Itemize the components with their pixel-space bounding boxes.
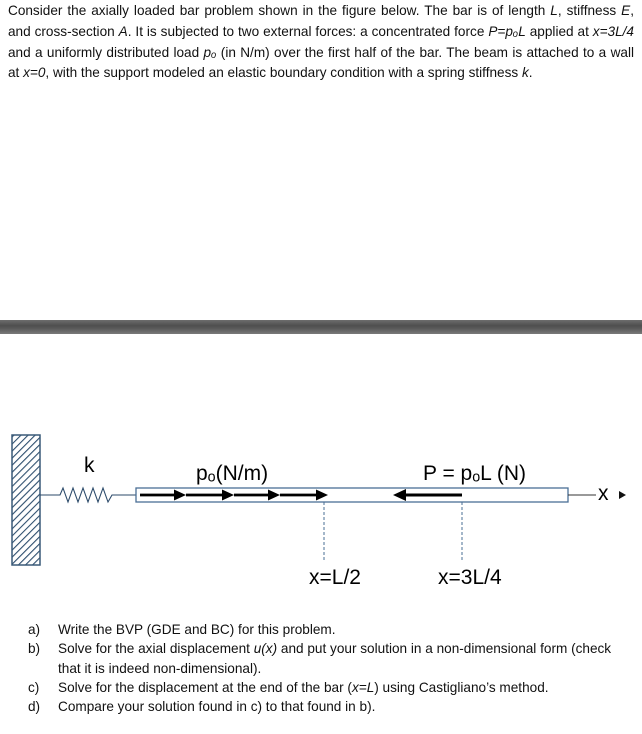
question-item <box>28 697 634 716</box>
var-dist-load: pₒ <box>203 44 217 60</box>
intro-text-2: , stiffness <box>557 3 622 18</box>
question-letter: b) <box>28 641 41 657</box>
question-text: Solve for the displacement at the end of the bar ( <box>58 679 352 695</box>
question-item <box>28 620 634 639</box>
dist-load-label: pₒ(N/m) <box>196 462 269 485</box>
axis-arrow-icon <box>619 491 626 499</box>
problem-statement <box>8 1 634 84</box>
intro-text-3: , and cross-section <box>8 3 635 39</box>
intro-text-1: Consider the axially loaded bar problem shown in the figure below. The bar is of length <box>8 3 551 18</box>
question-text: and put your solution in a non-dimensional form (check that it is indeed non-dimensional). <box>58 641 612 676</box>
bar-figure <box>0 420 642 600</box>
spring-element <box>40 488 136 502</box>
question-text: x=L <box>351 679 375 695</box>
var-area: A <box>118 23 128 39</box>
var-length: L <box>550 3 558 18</box>
question-letter: c) <box>28 679 40 695</box>
question-letter: d) <box>28 699 41 715</box>
axis-label: x <box>598 482 609 505</box>
var-origin: x=0 <box>23 65 46 81</box>
question-text: u(x) <box>253 641 278 657</box>
spring-label: k <box>84 454 95 477</box>
point-load-label: P = pₒL (N) <box>423 462 527 485</box>
wall-support <box>12 435 40 565</box>
var-position: x=3L/4 <box>592 23 634 39</box>
intro-text-7: (in N/m) over the first half of the bar. The beam is attached to a wall at <box>8 44 634 81</box>
half-length-label: x=L/2 <box>309 566 361 589</box>
question-item <box>28 678 634 697</box>
var-spring: k <box>521 65 529 81</box>
question-item <box>28 639 634 678</box>
question-text: Compare your solution found in c) to that found in b). <box>58 699 376 715</box>
intro-text-5: applied at <box>525 23 593 39</box>
question-text: Solve for the axial displacement <box>58 641 254 657</box>
question-list <box>28 620 634 716</box>
question-text: ) using Castigliano’s method. <box>374 679 549 695</box>
intro-text-9: . <box>528 65 533 81</box>
question-letter: a) <box>28 622 41 637</box>
section-divider <box>0 320 642 334</box>
intro-text-6: and a uniformly distributed load <box>8 44 204 60</box>
question-text: Write the BVP (GDE and BC) for this problem. <box>58 622 336 637</box>
var-point-force: P=pₒL <box>488 23 526 39</box>
var-stiffness: E <box>621 3 631 18</box>
three-quarter-label: x=3L/4 <box>438 566 502 589</box>
intro-text-4: . It is subjected to two external forces: a concentrated force <box>127 23 489 39</box>
intro-text-8: , with the support modeled an elastic boundary condition with a spring stiffness <box>45 65 522 81</box>
